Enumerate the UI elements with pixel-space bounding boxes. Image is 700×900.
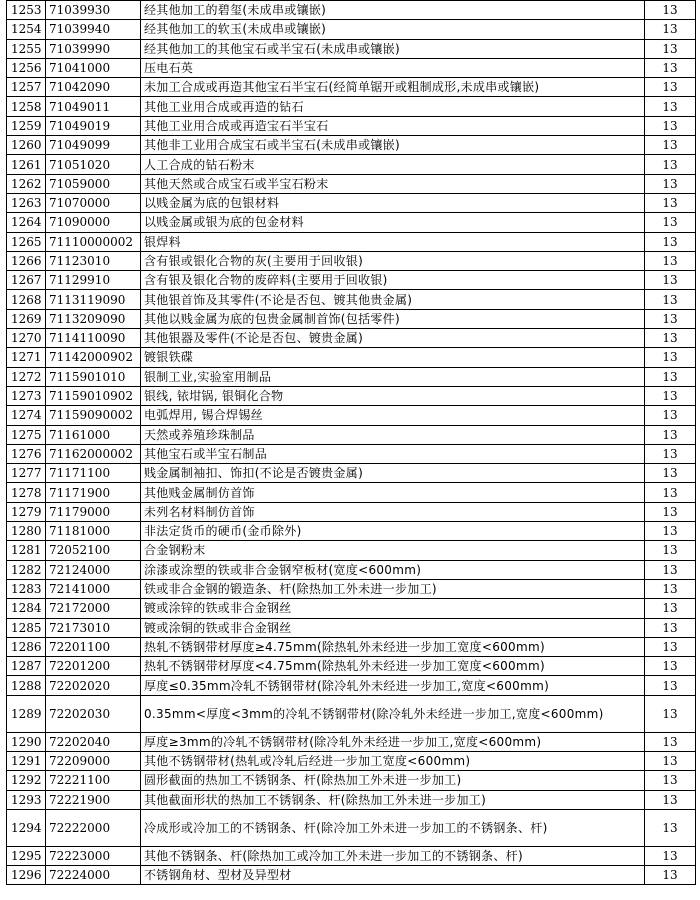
description-cell: 冷成形或冷加工的不锈钢条、杆(除冷加工外未进一步加工的不锈钢条、杆) xyxy=(141,809,645,846)
description-cell: 镀或涂锌的铁或非合金钢丝 xyxy=(141,599,645,618)
hs-code-cell: 71049019 xyxy=(46,116,141,135)
rate-cell: 13 xyxy=(645,618,696,637)
hs-code-cell: 72201200 xyxy=(46,657,141,676)
hs-code-cell: 7115901010 xyxy=(46,367,141,386)
table-row xyxy=(7,386,696,405)
hs-code-cell: 7114110090 xyxy=(46,329,141,348)
row-number-cell: 1280 xyxy=(7,522,46,541)
description-cell: 厚度≤0.35mm冷轧不锈钢带材(除冷轧外未经进一步加工,宽度<600mm) xyxy=(141,676,645,695)
row-number-cell: 1271 xyxy=(7,348,46,367)
row-number-cell: 1261 xyxy=(7,155,46,174)
hs-code-cell: 72201100 xyxy=(46,637,141,656)
rate-cell: 13 xyxy=(645,695,696,732)
table-row xyxy=(7,39,696,58)
description-cell: 含有银或银化合物的灰(主要用于回收银) xyxy=(141,251,645,270)
description-cell: 镀或涂铜的铁或非合金钢丝 xyxy=(141,618,645,637)
rate-cell: 13 xyxy=(645,348,696,367)
hs-code-cell: 72202020 xyxy=(46,676,141,695)
rate-cell: 13 xyxy=(645,251,696,270)
rate-cell: 13 xyxy=(645,560,696,579)
row-number-cell: 1286 xyxy=(7,637,46,656)
table-row xyxy=(7,367,696,386)
description-cell: 经其他加工的软玉(未成串或镶嵌) xyxy=(141,20,645,39)
rate-cell: 13 xyxy=(645,464,696,483)
description-cell: 厚度≥3mm的冷轧不锈钢带材(除冷轧外未经进一步加工,宽度<600mm) xyxy=(141,732,645,751)
table-row xyxy=(7,116,696,135)
description-cell: 以贱金属或银为底的包金材料 xyxy=(141,213,645,232)
hs-code-cell: 71070000 xyxy=(46,193,141,212)
row-number-cell: 1260 xyxy=(7,136,46,155)
hs-code-cell: 72141000 xyxy=(46,579,141,598)
hs-code-cell: 72224000 xyxy=(46,866,141,885)
row-number-cell: 1281 xyxy=(7,541,46,560)
rate-cell: 13 xyxy=(645,502,696,521)
rate-cell: 13 xyxy=(645,329,696,348)
tariff-table xyxy=(6,0,696,885)
description-cell: 其他截面形状的热加工不锈钢条、杆(除热加工外未进一步加工) xyxy=(141,790,645,809)
table-row xyxy=(7,271,696,290)
row-number-cell: 1284 xyxy=(7,599,46,618)
rate-cell: 13 xyxy=(645,58,696,77)
row-number-cell: 1269 xyxy=(7,309,46,328)
hs-code-cell: 72202030 xyxy=(46,695,141,732)
row-number-cell: 1288 xyxy=(7,676,46,695)
hs-code-cell: 72223000 xyxy=(46,846,141,865)
table-row xyxy=(7,637,696,656)
hs-code-cell: 71161000 xyxy=(46,425,141,444)
rate-cell: 13 xyxy=(645,174,696,193)
rate-cell: 13 xyxy=(645,751,696,770)
description-cell: 热轧不锈钢带材厚度≥4.75mm(除热轧外未经进一步加工宽度<600mm) xyxy=(141,637,645,656)
table-row xyxy=(7,732,696,751)
description-cell: 其他工业用合成或再造宝石半宝石 xyxy=(141,116,645,135)
table-row xyxy=(7,522,696,541)
table-row xyxy=(7,560,696,579)
table-row xyxy=(7,695,696,732)
table-row xyxy=(7,20,696,39)
hs-code-cell: 71059000 xyxy=(46,174,141,193)
description-cell: 未列名材料制仿首饰 xyxy=(141,502,645,521)
rate-cell: 13 xyxy=(645,541,696,560)
rate-cell: 13 xyxy=(645,1,696,20)
row-number-cell: 1279 xyxy=(7,502,46,521)
description-cell: 银焊料 xyxy=(141,232,645,251)
description-cell: 其他不锈钢带材(热轧或冷轧后经进一步加工宽度<600mm) xyxy=(141,751,645,770)
row-number-cell: 1272 xyxy=(7,367,46,386)
description-cell: 银制工业,实验室用制品 xyxy=(141,367,645,386)
row-number-cell: 1278 xyxy=(7,483,46,502)
row-number-cell: 1259 xyxy=(7,116,46,135)
row-number-cell: 1293 xyxy=(7,790,46,809)
rate-cell: 13 xyxy=(645,213,696,232)
rate-cell: 13 xyxy=(645,20,696,39)
table-row xyxy=(7,232,696,251)
table-row xyxy=(7,155,696,174)
row-number-cell: 1275 xyxy=(7,425,46,444)
table-row xyxy=(7,541,696,560)
rate-cell: 13 xyxy=(645,846,696,865)
row-number-cell: 1283 xyxy=(7,579,46,598)
row-number-cell: 1274 xyxy=(7,406,46,425)
hs-code-cell: 71049099 xyxy=(46,136,141,155)
description-cell: 以贱金属为底的包银材料 xyxy=(141,193,645,212)
table-row xyxy=(7,1,696,20)
row-number-cell: 1285 xyxy=(7,618,46,637)
table-row xyxy=(7,406,696,425)
rate-cell: 13 xyxy=(645,232,696,251)
rate-cell: 13 xyxy=(645,676,696,695)
hs-code-cell: 72052100 xyxy=(46,541,141,560)
hs-code-cell: 71159090002 xyxy=(46,406,141,425)
hs-code-cell: 71142000902 xyxy=(46,348,141,367)
rate-cell: 13 xyxy=(645,425,696,444)
rate-cell: 13 xyxy=(645,386,696,405)
rate-cell: 13 xyxy=(645,599,696,618)
row-number-cell: 1257 xyxy=(7,78,46,97)
hs-code-cell: 71181000 xyxy=(46,522,141,541)
table-row xyxy=(7,78,696,97)
table-row xyxy=(7,58,696,77)
row-number-cell: 1255 xyxy=(7,39,46,58)
description-cell: 其他贱金属制仿首饰 xyxy=(141,483,645,502)
row-number-cell: 1266 xyxy=(7,251,46,270)
hs-code-cell: 71179000 xyxy=(46,502,141,521)
description-cell: 镀银铁碟 xyxy=(141,348,645,367)
rate-cell: 13 xyxy=(645,522,696,541)
table-row xyxy=(7,329,696,348)
table-row xyxy=(7,444,696,463)
rate-cell: 13 xyxy=(645,97,696,116)
table-row xyxy=(7,657,696,676)
table-row xyxy=(7,425,696,444)
rate-cell: 13 xyxy=(645,790,696,809)
row-number-cell: 1276 xyxy=(7,444,46,463)
hs-code-cell: 71159010902 xyxy=(46,386,141,405)
table-row xyxy=(7,676,696,695)
table-row xyxy=(7,213,696,232)
rate-cell: 13 xyxy=(645,657,696,676)
description-cell: 贱金属制袖扣、饰扣(不论是否镀贵金属) xyxy=(141,464,645,483)
table-row xyxy=(7,502,696,521)
table-row xyxy=(7,751,696,770)
hs-code-cell: 71110000002 xyxy=(46,232,141,251)
rate-cell: 13 xyxy=(645,39,696,58)
row-number-cell: 1291 xyxy=(7,751,46,770)
description-cell: 不锈钢角材、型材及异型材 xyxy=(141,866,645,885)
rate-cell: 13 xyxy=(645,78,696,97)
hs-code-cell: 72173010 xyxy=(46,618,141,637)
table-row xyxy=(7,599,696,618)
hs-code-cell: 72202040 xyxy=(46,732,141,751)
rate-cell: 13 xyxy=(645,483,696,502)
description-cell: 经其他加工的其他宝石或半宝石(未成串或镶嵌) xyxy=(141,39,645,58)
description-cell: 其他银器及零件(不论是否包、镀贵金属) xyxy=(141,329,645,348)
table-row xyxy=(7,97,696,116)
table-row xyxy=(7,174,696,193)
hs-code-cell: 7113209090 xyxy=(46,309,141,328)
description-cell: 热轧不锈钢带材厚度<4.75mm(除热轧外未经进一步加工宽度<600mm) xyxy=(141,657,645,676)
row-number-cell: 1290 xyxy=(7,732,46,751)
table-row xyxy=(7,846,696,865)
description-cell: 银线, 铱坩锅, 银铜化合物 xyxy=(141,386,645,405)
hs-code-cell: 72221900 xyxy=(46,790,141,809)
table-row xyxy=(7,309,696,328)
row-number-cell: 1268 xyxy=(7,290,46,309)
table-row xyxy=(7,618,696,637)
hs-code-cell: 71123010 xyxy=(46,251,141,270)
row-number-cell: 1263 xyxy=(7,193,46,212)
row-number-cell: 1264 xyxy=(7,213,46,232)
hs-code-cell: 72221100 xyxy=(46,771,141,790)
description-cell: 铁或非合金钢的锻造条、杆(除热加工外未进一步加工) xyxy=(141,579,645,598)
description-cell: 圆形截面的热加工不锈钢条、杆(除热加工外未进一步加工) xyxy=(141,771,645,790)
description-cell: 天然或养殖珍珠制品 xyxy=(141,425,645,444)
description-cell: 0.35mm<厚度<3mm的冷轧不锈钢带材(除冷轧外未经进一步加工,宽度<600mm) xyxy=(141,695,645,732)
row-number-cell: 1262 xyxy=(7,174,46,193)
table-row xyxy=(7,579,696,598)
description-cell: 未加工合成或再造其他宝石半宝石(经简单锯开或粗制成形,未成串或镶嵌) xyxy=(141,78,645,97)
rate-cell: 13 xyxy=(645,367,696,386)
rate-cell: 13 xyxy=(645,579,696,598)
description-cell: 其他不锈钢条、杆(除热加工或冷加工外未进一步加工的不锈钢条、杆) xyxy=(141,846,645,865)
hs-code-cell: 71051020 xyxy=(46,155,141,174)
description-cell: 其他工业用合成或再造的钻石 xyxy=(141,97,645,116)
row-number-cell: 1265 xyxy=(7,232,46,251)
description-cell: 其他天然或合成宝石或半宝石粉末 xyxy=(141,174,645,193)
table-row xyxy=(7,136,696,155)
table-row xyxy=(7,483,696,502)
description-cell: 经其他加工的碧玺(未成串或镶嵌) xyxy=(141,1,645,20)
hs-code-cell: 71041000 xyxy=(46,58,141,77)
description-cell: 人工合成的钻石粉末 xyxy=(141,155,645,174)
description-cell: 非法定货币的硬币(金币除外) xyxy=(141,522,645,541)
row-number-cell: 1256 xyxy=(7,58,46,77)
description-cell: 含有银及银化合物的废碎料(主要用于回收银) xyxy=(141,271,645,290)
hs-code-cell: 71129910 xyxy=(46,271,141,290)
hs-code-cell: 71039990 xyxy=(46,39,141,58)
rate-cell: 13 xyxy=(645,406,696,425)
description-cell: 合金钢粉末 xyxy=(141,541,645,560)
row-number-cell: 1253 xyxy=(7,1,46,20)
row-number-cell: 1289 xyxy=(7,695,46,732)
row-number-cell: 1295 xyxy=(7,846,46,865)
hs-code-cell: 71171900 xyxy=(46,483,141,502)
rate-cell: 13 xyxy=(645,732,696,751)
rate-cell: 13 xyxy=(645,809,696,846)
hs-code-cell: 71162000002 xyxy=(46,444,141,463)
rate-cell: 13 xyxy=(645,637,696,656)
description-cell: 电弧焊用, 锡合焊锡丝 xyxy=(141,406,645,425)
rate-cell: 13 xyxy=(645,290,696,309)
row-number-cell: 1270 xyxy=(7,329,46,348)
description-cell: 其他非工业用合成宝石或半宝石(未成串或镶嵌) xyxy=(141,136,645,155)
description-cell: 其他宝石或半宝石制品 xyxy=(141,444,645,463)
row-number-cell: 1292 xyxy=(7,771,46,790)
rate-cell: 13 xyxy=(645,771,696,790)
table-row xyxy=(7,290,696,309)
table-row xyxy=(7,348,696,367)
row-number-cell: 1254 xyxy=(7,20,46,39)
description-cell: 其他以贱金属为底的包贵金属制首饰(包括零件) xyxy=(141,309,645,328)
hs-code-cell: 71049011 xyxy=(46,97,141,116)
hs-code-cell: 71090000 xyxy=(46,213,141,232)
row-number-cell: 1267 xyxy=(7,271,46,290)
table-row xyxy=(7,866,696,885)
hs-code-cell: 7113119090 xyxy=(46,290,141,309)
row-number-cell: 1273 xyxy=(7,386,46,405)
table-row xyxy=(7,809,696,846)
rate-cell: 13 xyxy=(645,155,696,174)
rate-cell: 13 xyxy=(645,444,696,463)
hs-code-cell: 71039930 xyxy=(46,1,141,20)
table-row xyxy=(7,193,696,212)
table-row xyxy=(7,771,696,790)
description-cell: 涂漆或涂塑的铁或非合金钢窄板材(宽度<600mm) xyxy=(141,560,645,579)
hs-code-cell: 72222000 xyxy=(46,809,141,846)
description-cell: 压电石英 xyxy=(141,58,645,77)
hs-code-cell: 72209000 xyxy=(46,751,141,770)
rate-cell: 13 xyxy=(645,866,696,885)
table-row xyxy=(7,464,696,483)
row-number-cell: 1258 xyxy=(7,97,46,116)
row-number-cell: 1277 xyxy=(7,464,46,483)
rate-cell: 13 xyxy=(645,193,696,212)
hs-code-cell: 71039940 xyxy=(46,20,141,39)
hs-code-cell: 72172000 xyxy=(46,599,141,618)
hs-code-cell: 71042090 xyxy=(46,78,141,97)
row-number-cell: 1296 xyxy=(7,866,46,885)
rate-cell: 13 xyxy=(645,271,696,290)
row-number-cell: 1282 xyxy=(7,560,46,579)
table-row xyxy=(7,790,696,809)
hs-code-cell: 71171100 xyxy=(46,464,141,483)
row-number-cell: 1294 xyxy=(7,809,46,846)
table-body xyxy=(7,1,696,885)
description-cell: 其他银首饰及其零件(不论是否包、镀其他贵金属) xyxy=(141,290,645,309)
rate-cell: 13 xyxy=(645,136,696,155)
row-number-cell: 1287 xyxy=(7,657,46,676)
rate-cell: 13 xyxy=(645,116,696,135)
table-row xyxy=(7,251,696,270)
rate-cell: 13 xyxy=(645,309,696,328)
hs-code-cell: 72124000 xyxy=(46,560,141,579)
